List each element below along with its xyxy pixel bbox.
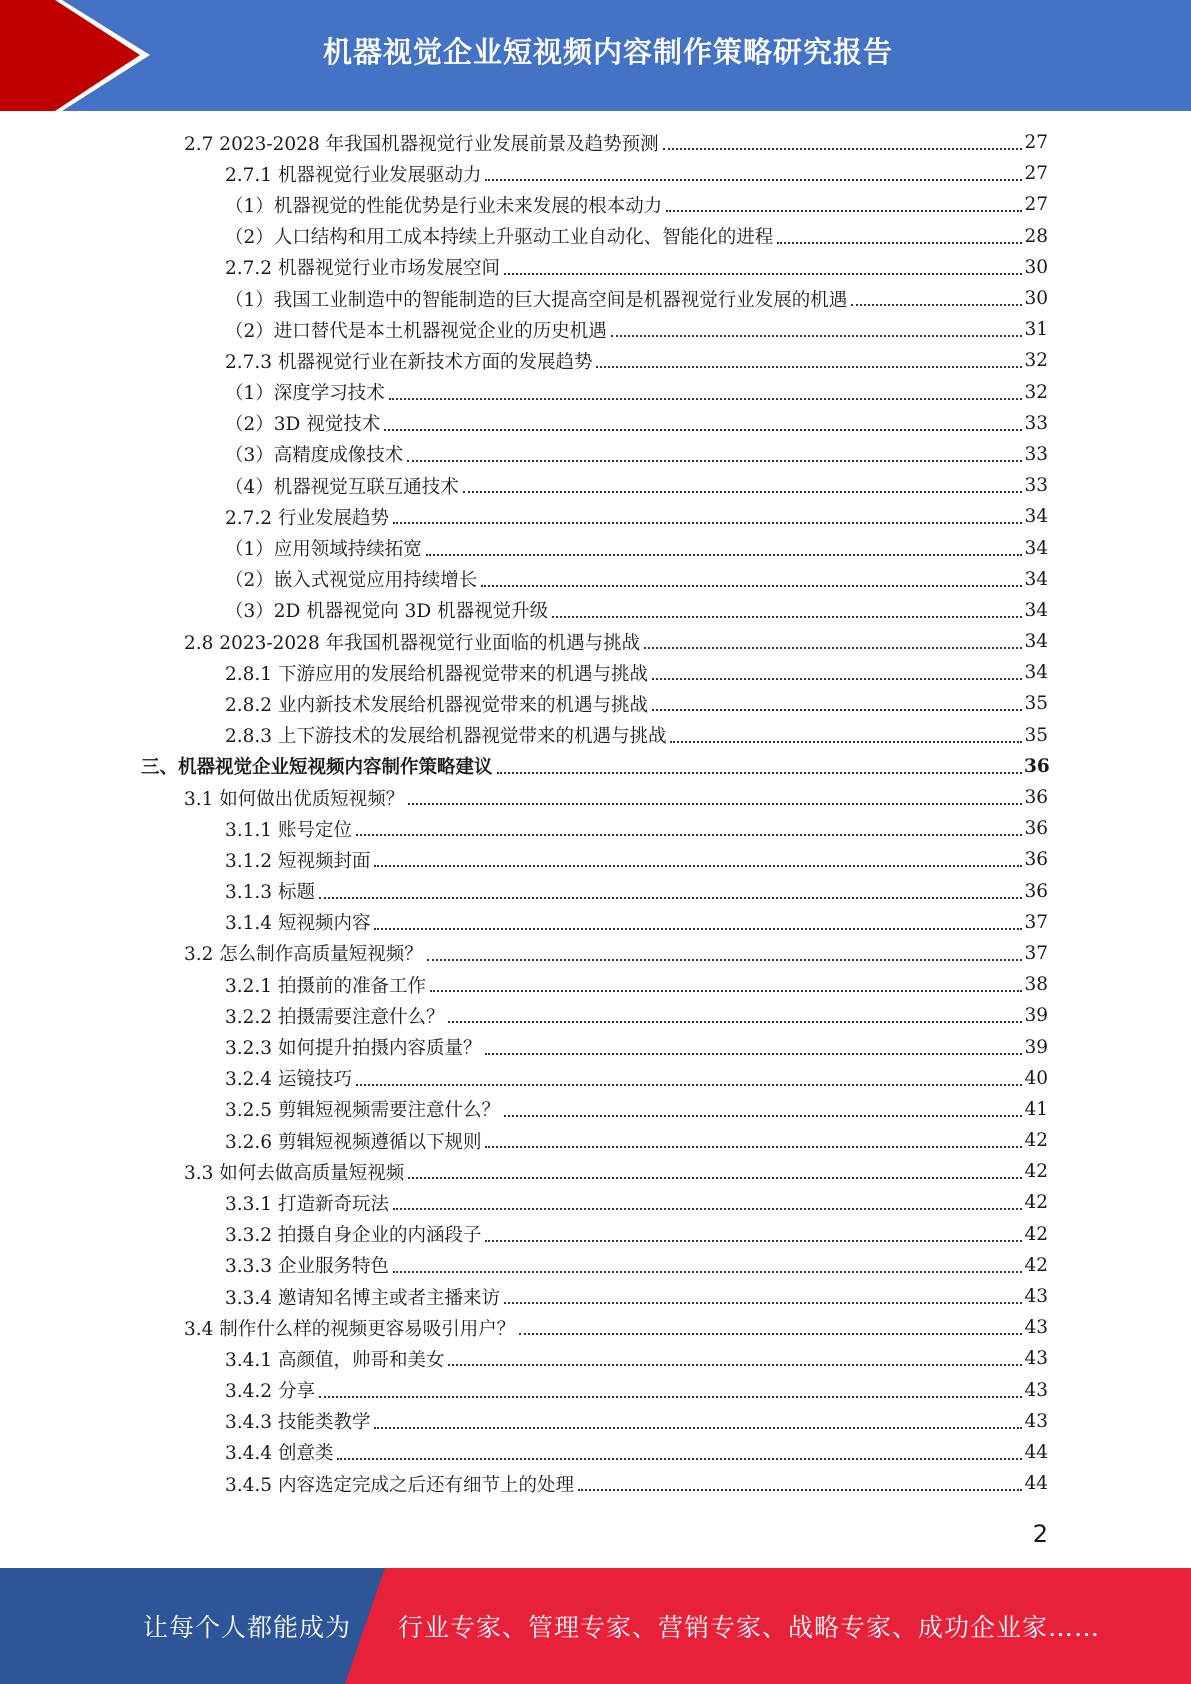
toc-entry-title: 2.8.3 上下游技术的发展给机器视觉带来的机遇与挑战 bbox=[225, 726, 667, 748]
toc-entry[interactable] bbox=[0, 844, 1191, 875]
toc-entry-title: 3.4.1 高颜值，帅哥和美女 bbox=[225, 1349, 445, 1371]
toc-entry[interactable] bbox=[0, 1281, 1191, 1312]
toc-entry[interactable] bbox=[0, 1063, 1191, 1094]
table-of-contents bbox=[0, 127, 1191, 1499]
toc-entry-title: 3.4.4 创意类 bbox=[225, 1443, 334, 1465]
toc-leader-dots bbox=[319, 1395, 1022, 1398]
toc-leader-dots bbox=[663, 147, 1022, 150]
toc-entry-page: 27 bbox=[1024, 163, 1048, 185]
toc-entry-page: 36 bbox=[1024, 880, 1048, 902]
toc-entry-page: 33 bbox=[1024, 443, 1048, 465]
toc-entry-title: 3.2.1 拍摄前的准备工作 bbox=[225, 975, 426, 997]
toc-entry-title: 3.2.2 拍摄需要注意什么？ bbox=[225, 1006, 445, 1028]
toc-entry-title: 3.2.4 运镜技巧 bbox=[225, 1069, 352, 1091]
toc-entry[interactable] bbox=[0, 127, 1191, 158]
toc-entry-title: 3.2.6 剪辑短视频遵循以下规则 bbox=[225, 1131, 482, 1153]
toc-leader-dots bbox=[426, 553, 1022, 556]
toc-entry[interactable] bbox=[0, 439, 1191, 470]
toc-entry[interactable] bbox=[0, 283, 1191, 314]
toc-entry[interactable] bbox=[0, 252, 1191, 283]
toc-leader-dots bbox=[319, 896, 1022, 899]
toc-entry-title: （2）人口结构和用工成本持续上升驱动工业自动化、智能化的进程 bbox=[225, 227, 774, 249]
toc-entry-title: 3.1.1 账号定位 bbox=[225, 819, 352, 841]
toc-entry-title: 2.7.2 机器视觉行业市场发展空间 bbox=[225, 258, 500, 280]
toc-leader-dots bbox=[408, 802, 1022, 805]
toc-entry-title: 3.3.3 企业服务特色 bbox=[225, 1256, 389, 1278]
toc-entry-page: 41 bbox=[1024, 1098, 1048, 1120]
toc-entry-page: 44 bbox=[1024, 1473, 1048, 1495]
toc-leader-dots bbox=[652, 677, 1022, 680]
toc-entry[interactable] bbox=[0, 782, 1191, 813]
toc-entry-page: 34 bbox=[1024, 568, 1048, 590]
toc-leader-dots bbox=[389, 397, 1022, 400]
toc-entry[interactable] bbox=[0, 158, 1191, 189]
toc-entry-title: （2）进口替代是本土机器视觉企业的历史机遇 bbox=[225, 320, 607, 342]
toc-entry-title: 2.7 2023-2028 年我国机器视觉行业发展前景及趋势预测 bbox=[184, 133, 659, 155]
toc-entry[interactable] bbox=[0, 595, 1191, 626]
toc-entry-page: 30 bbox=[1024, 256, 1048, 278]
toc-entry-page: 37 bbox=[1024, 911, 1048, 933]
toc-entry-title: （2）嵌入式视觉应用持续增长 bbox=[225, 570, 478, 592]
toc-entry-page: 35 bbox=[1024, 693, 1048, 715]
toc-leader-dots bbox=[652, 708, 1022, 711]
toc-leader-dots bbox=[485, 178, 1022, 181]
toc-entry[interactable] bbox=[0, 1406, 1191, 1437]
toc-entry[interactable] bbox=[0, 1343, 1191, 1374]
toc-leader-dots bbox=[374, 1426, 1022, 1429]
report-title: 机器视觉企业短视频内容制作策略研究报告 bbox=[322, 35, 893, 69]
toc-leader-dots bbox=[504, 1301, 1022, 1304]
toc-leader-dots bbox=[481, 584, 1022, 587]
toc-entry[interactable] bbox=[0, 969, 1191, 1000]
toc-entry[interactable] bbox=[0, 813, 1191, 844]
toc-entry[interactable] bbox=[0, 314, 1191, 345]
toc-leader-dots bbox=[393, 1207, 1022, 1210]
toc-entry[interactable] bbox=[0, 751, 1191, 782]
toc-leader-dots bbox=[777, 241, 1022, 244]
toc-entry-title: （2）3D 视觉技术 bbox=[225, 414, 381, 436]
toc-entry[interactable] bbox=[0, 1468, 1191, 1499]
page-number: 2 bbox=[1032, 1520, 1048, 1548]
toc-entry[interactable] bbox=[0, 720, 1191, 751]
toc-leader-dots bbox=[384, 428, 1022, 431]
toc-leader-dots bbox=[666, 209, 1022, 212]
toc-entry-page: 39 bbox=[1024, 1036, 1048, 1058]
toc-entry[interactable] bbox=[0, 564, 1191, 595]
toc-leader-dots bbox=[504, 272, 1022, 275]
toc-entry-page: 42 bbox=[1024, 1130, 1048, 1152]
toc-entry-page: 35 bbox=[1024, 724, 1048, 746]
toc-entry-title: 2.7.1 机器视觉行业发展驱动力 bbox=[225, 164, 482, 186]
toc-entry-page: 43 bbox=[1024, 1379, 1048, 1401]
toc-entry-title: 2.7.3 机器视觉行业在新技术方面的发展趋势 bbox=[225, 351, 593, 373]
toc-entry-page: 34 bbox=[1024, 537, 1048, 559]
toc-entry[interactable] bbox=[0, 1031, 1191, 1062]
toc-entry[interactable] bbox=[0, 657, 1191, 688]
toc-entry-title: 2.8.2 业内新技术发展给机器视觉带来的机遇与挑战 bbox=[225, 694, 648, 716]
toc-entry-page: 31 bbox=[1024, 319, 1048, 341]
toc-entry-title: 3.4.5 内容选定完成之后还有细节上的处理 bbox=[225, 1474, 574, 1496]
toc-leader-dots bbox=[497, 771, 1022, 774]
toc-entry-title: 3.1.2 短视频封面 bbox=[225, 850, 371, 872]
toc-entry-title: 3.3.1 打造新奇玩法 bbox=[225, 1193, 389, 1215]
toc-leader-dots bbox=[356, 833, 1022, 836]
toc-entry-page: 34 bbox=[1024, 662, 1048, 684]
toc-leader-dots bbox=[374, 864, 1022, 867]
toc-entry-title: （1）我国工业制造中的智能制造的巨大提高空间是机器视觉行业发展的机遇 bbox=[225, 289, 848, 311]
toc-leader-dots bbox=[552, 615, 1022, 618]
toc-entry-title: 3.2 怎么制作高质量短视频？ bbox=[184, 944, 423, 966]
toc-entry[interactable] bbox=[0, 1250, 1191, 1281]
toc-entry[interactable] bbox=[0, 501, 1191, 532]
footer-slogan-right: 行业专家、管理专家、营销专家、战略专家、成功企业家…… bbox=[398, 1613, 1101, 1642]
toc-entry-page: 27 bbox=[1024, 194, 1048, 216]
toc-entry[interactable] bbox=[0, 1125, 1191, 1156]
toc-entry[interactable] bbox=[0, 1312, 1191, 1343]
toc-entry[interactable] bbox=[0, 1187, 1191, 1218]
toc-leader-dots bbox=[670, 740, 1022, 743]
toc-entry-page: 42 bbox=[1024, 1192, 1048, 1214]
toc-leader-dots bbox=[644, 646, 1022, 649]
toc-entry-page: 34 bbox=[1024, 506, 1048, 528]
toc-leader-dots bbox=[393, 521, 1022, 524]
toc-entry-title: （1）应用领域持续拓宽 bbox=[225, 539, 422, 561]
toc-entry-page: 36 bbox=[1024, 787, 1048, 809]
toc-leader-dots bbox=[485, 1052, 1022, 1055]
toc-entry-title: 3.3.2 拍摄自身企业的内涵段子 bbox=[225, 1225, 482, 1247]
toc-entry-page: 34 bbox=[1024, 631, 1048, 653]
toc-entry[interactable] bbox=[0, 1437, 1191, 1468]
toc-entry-title: 3.2.3 如何提升拍摄内容质量？ bbox=[225, 1038, 482, 1060]
toc-entry[interactable] bbox=[0, 1094, 1191, 1125]
toc-entry[interactable] bbox=[0, 1000, 1191, 1031]
toc-entry-page: 36 bbox=[1024, 849, 1048, 871]
toc-entry-page: 27 bbox=[1024, 132, 1048, 154]
toc-leader-dots bbox=[463, 490, 1022, 493]
toc-entry[interactable] bbox=[0, 1375, 1191, 1406]
toc-entry[interactable] bbox=[0, 221, 1191, 252]
toc-leader-dots bbox=[596, 365, 1022, 368]
toc-entry-page: 30 bbox=[1024, 288, 1048, 310]
toc-entry-page: 33 bbox=[1024, 412, 1048, 434]
toc-entry-title: 3.3.4 邀请知名博主或者主播来访 bbox=[225, 1287, 500, 1309]
toc-entry[interactable] bbox=[0, 408, 1191, 439]
toc-entry-title: 3.4 制作什么样的视频更容易吸引用户？ bbox=[184, 1318, 516, 1340]
toc-entry[interactable] bbox=[0, 1156, 1191, 1187]
toc-leader-dots bbox=[374, 927, 1022, 930]
toc-entry-title: 2.8.1 下游应用的发展给机器视觉带来的机遇与挑战 bbox=[225, 663, 648, 685]
toc-entry[interactable] bbox=[0, 532, 1191, 563]
toc-entry-title: 三、机器视觉企业短视频内容制作策略建议 bbox=[141, 757, 493, 779]
toc-entry-title: 3.1 如何做出优质短视频？ bbox=[184, 788, 405, 810]
toc-entry-page: 42 bbox=[1024, 1254, 1048, 1276]
toc-leader-dots bbox=[578, 1488, 1022, 1491]
toc-entry-title: 3.4.3 技能类教学 bbox=[225, 1412, 371, 1434]
toc-entry-title: （3）2D 机器视觉向 3D 机器视觉升级 bbox=[225, 601, 549, 623]
toc-entry-page: 39 bbox=[1024, 1005, 1048, 1027]
toc-entry-title: （1）机器视觉的性能优势是行业未来发展的根本动力 bbox=[225, 195, 663, 217]
toc-entry[interactable] bbox=[0, 907, 1191, 938]
toc-entry-page: 44 bbox=[1024, 1441, 1048, 1463]
toc-entry-title: 3.4.2 分享 bbox=[225, 1381, 315, 1403]
toc-entry-title: 3.3 如何去做高质量短视频 bbox=[184, 1162, 405, 1184]
toc-leader-dots bbox=[427, 958, 1022, 961]
toc-leader-dots bbox=[448, 1020, 1022, 1023]
toc-entry[interactable] bbox=[0, 626, 1191, 657]
toc-leader-dots bbox=[504, 1114, 1022, 1117]
toc-entry-page: 33 bbox=[1024, 475, 1048, 497]
toc-entry-page: 37 bbox=[1024, 942, 1048, 964]
toc-entry-page: 40 bbox=[1024, 1067, 1048, 1089]
toc-entry-page: 28 bbox=[1024, 225, 1048, 247]
toc-entry-page: 34 bbox=[1024, 599, 1048, 621]
toc-entry-title: （3）高精度成像技术 bbox=[225, 445, 404, 467]
toc-entry-page: 43 bbox=[1024, 1348, 1048, 1370]
toc-leader-dots bbox=[407, 459, 1022, 462]
toc-leader-dots bbox=[851, 303, 1022, 306]
toc-leader-dots bbox=[430, 989, 1022, 992]
toc-entry-page: 32 bbox=[1024, 350, 1048, 372]
toc-entry-page: 43 bbox=[1024, 1317, 1048, 1339]
toc-entry-page: 36 bbox=[1024, 818, 1048, 840]
toc-leader-dots bbox=[393, 1270, 1022, 1273]
toc-entry-title: 2.7.2 行业发展趋势 bbox=[225, 507, 389, 529]
toc-entry[interactable] bbox=[0, 1219, 1191, 1250]
toc-entry-page: 38 bbox=[1024, 974, 1048, 996]
toc-entry[interactable] bbox=[0, 876, 1191, 907]
toc-entry-title: 3.2.5 剪辑短视频需要注意什么？ bbox=[225, 1100, 500, 1122]
toc-entry-title: 3.1.3 标题 bbox=[225, 882, 315, 904]
toc-entry[interactable] bbox=[0, 688, 1191, 719]
toc-entry-page: 43 bbox=[1024, 1410, 1048, 1432]
toc-entry[interactable] bbox=[0, 470, 1191, 501]
toc-leader-dots bbox=[485, 1239, 1022, 1242]
toc-entry[interactable] bbox=[0, 377, 1191, 408]
toc-leader-dots bbox=[408, 1176, 1022, 1179]
toc-entry-page: 36 bbox=[1024, 755, 1050, 777]
toc-entry[interactable] bbox=[0, 345, 1191, 376]
toc-entry-title: （1）深度学习技术 bbox=[225, 383, 385, 405]
toc-entry[interactable] bbox=[0, 189, 1191, 220]
toc-entry-title: （4）机器视觉互联互通技术 bbox=[225, 476, 459, 498]
toc-leader-dots bbox=[485, 1145, 1022, 1148]
toc-entry-page: 42 bbox=[1024, 1223, 1048, 1245]
toc-leader-dots bbox=[337, 1457, 1022, 1460]
footer-slogan-left: 让每个人都能成为 bbox=[143, 1613, 352, 1642]
toc-leader-dots bbox=[611, 334, 1022, 337]
toc-leader-dots bbox=[519, 1332, 1022, 1335]
toc-entry-title: 3.1.4 短视频内容 bbox=[225, 913, 371, 935]
toc-leader-dots bbox=[356, 1083, 1022, 1086]
toc-entry-page: 32 bbox=[1024, 381, 1048, 403]
page-footer bbox=[0, 1568, 1191, 1684]
toc-entry-title: 2.8 2023-2028 年我国机器视觉行业面临的机遇与挑战 bbox=[184, 632, 641, 654]
toc-entry-page: 42 bbox=[1024, 1161, 1048, 1183]
toc-entry[interactable] bbox=[0, 938, 1191, 969]
toc-leader-dots bbox=[448, 1363, 1022, 1366]
page-header bbox=[0, 0, 1191, 111]
toc-entry-page: 43 bbox=[1024, 1286, 1048, 1308]
